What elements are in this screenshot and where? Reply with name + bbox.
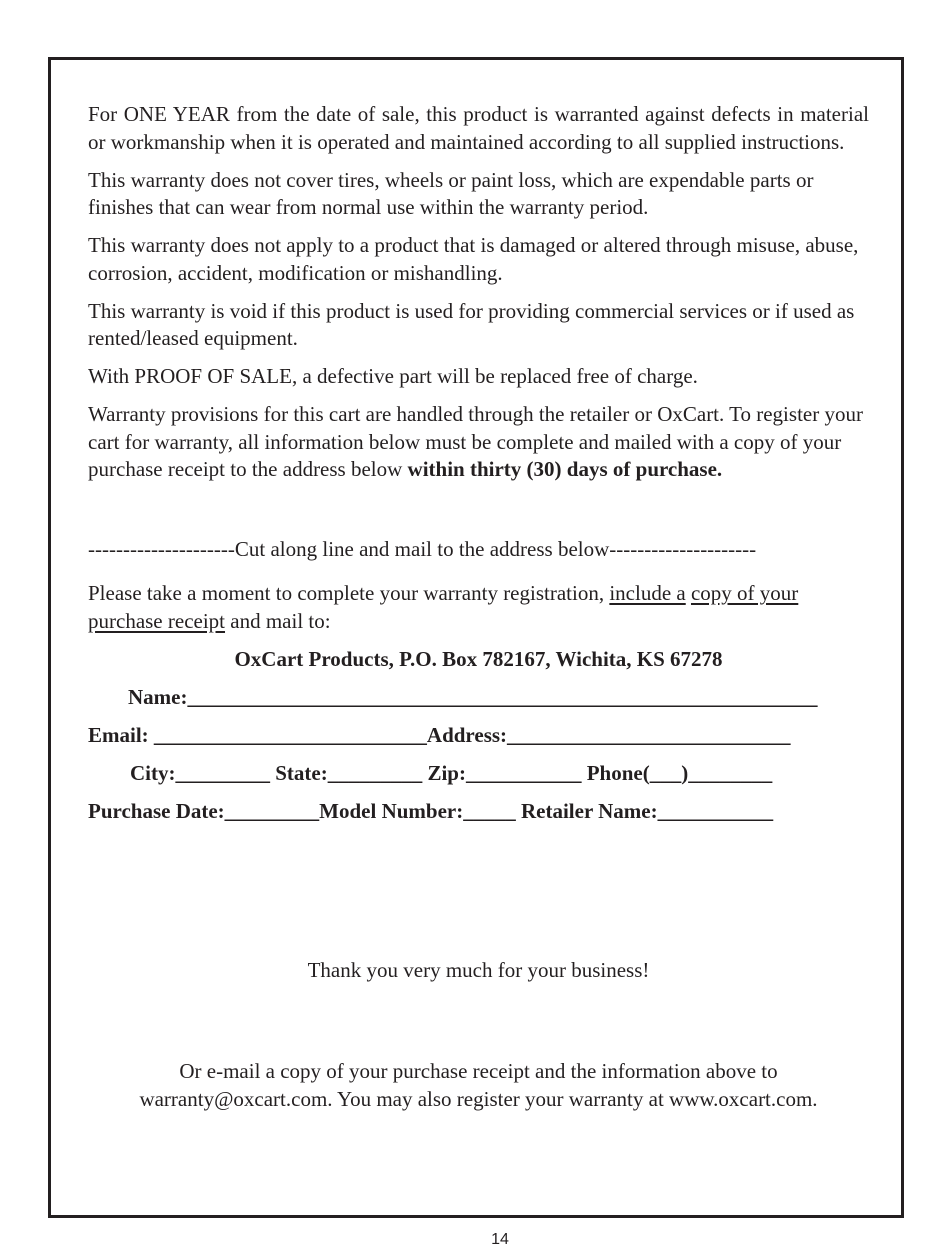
instructions-underline-2: copy of your purchase receipt [88,581,799,633]
warranty-paragraph-registration [88,401,869,484]
form-name-line: Name:____________________________________________________________ [128,684,818,709]
warranty-paragraph-exclusions: This warranty does not cover tires, wheels or paint loss, which are expendable parts or finishes that can wear from normal use within the warranty period. [88,167,814,219]
thank-you-message: Thank you very much for your business! [307,958,650,982]
instructions-tail: and mail to: [225,608,331,633]
warranty-paragraph-damage: This warranty does not apply to a product that is damaged or altered through misuse, abuse, corrosion, accident, modification or mishandling. [88,233,859,285]
instructions-lead: Please take a moment to complete your warranty registration, [88,581,610,605]
form-purchase-line: Purchase Date:_________Model Number:_____ Retailer Name:___________ [88,798,774,823]
form-city-line: City:_________ State:_________ Zip:___________ Phone(___)________ [130,760,773,785]
warranty-paragraph-proof-of-sale: With PROOF OF SALE, a defective part will be replaced free of charge. [88,364,698,388]
cut-line: ---------------------Cut along line and mail to the address below--------------------- [88,536,757,561]
mailing-address: OxCart Products, P.O. Box 782167, Wichita, KS 67278 [234,646,723,671]
registration-text: Warranty provisions for this cart are handled through the retailer or OxCart. To register your cart for warranty, all information below must be complete and mailed with a copy of your purchase receipt to the address below [88,402,863,481]
registration-instructions [88,580,869,635]
instructions-underline-1: include a [609,581,686,605]
warranty-paragraph-duration: For ONE YEAR from the date of sale, this product is warranted against defects in material or workmanship when it is operated and maintained according to all supplied instructions. [88,102,869,154]
page-number: 14 [491,1231,509,1248]
form-email-address-line: Email: __________________________Address:___________________________ [88,722,791,747]
warranty-paragraph-void: This warranty is void if this product is used for providing commercial services or if used as rented/leased equipment. [88,298,855,350]
warranty-text [88,101,869,836]
registration-deadline: within thirty (30) days of purchase. [407,457,723,481]
email-note: Or e-mail a copy of your purchase receipt and the information above to warranty@oxcart.com. You may also register your warranty at www.oxcart.com. [139,1059,818,1111]
